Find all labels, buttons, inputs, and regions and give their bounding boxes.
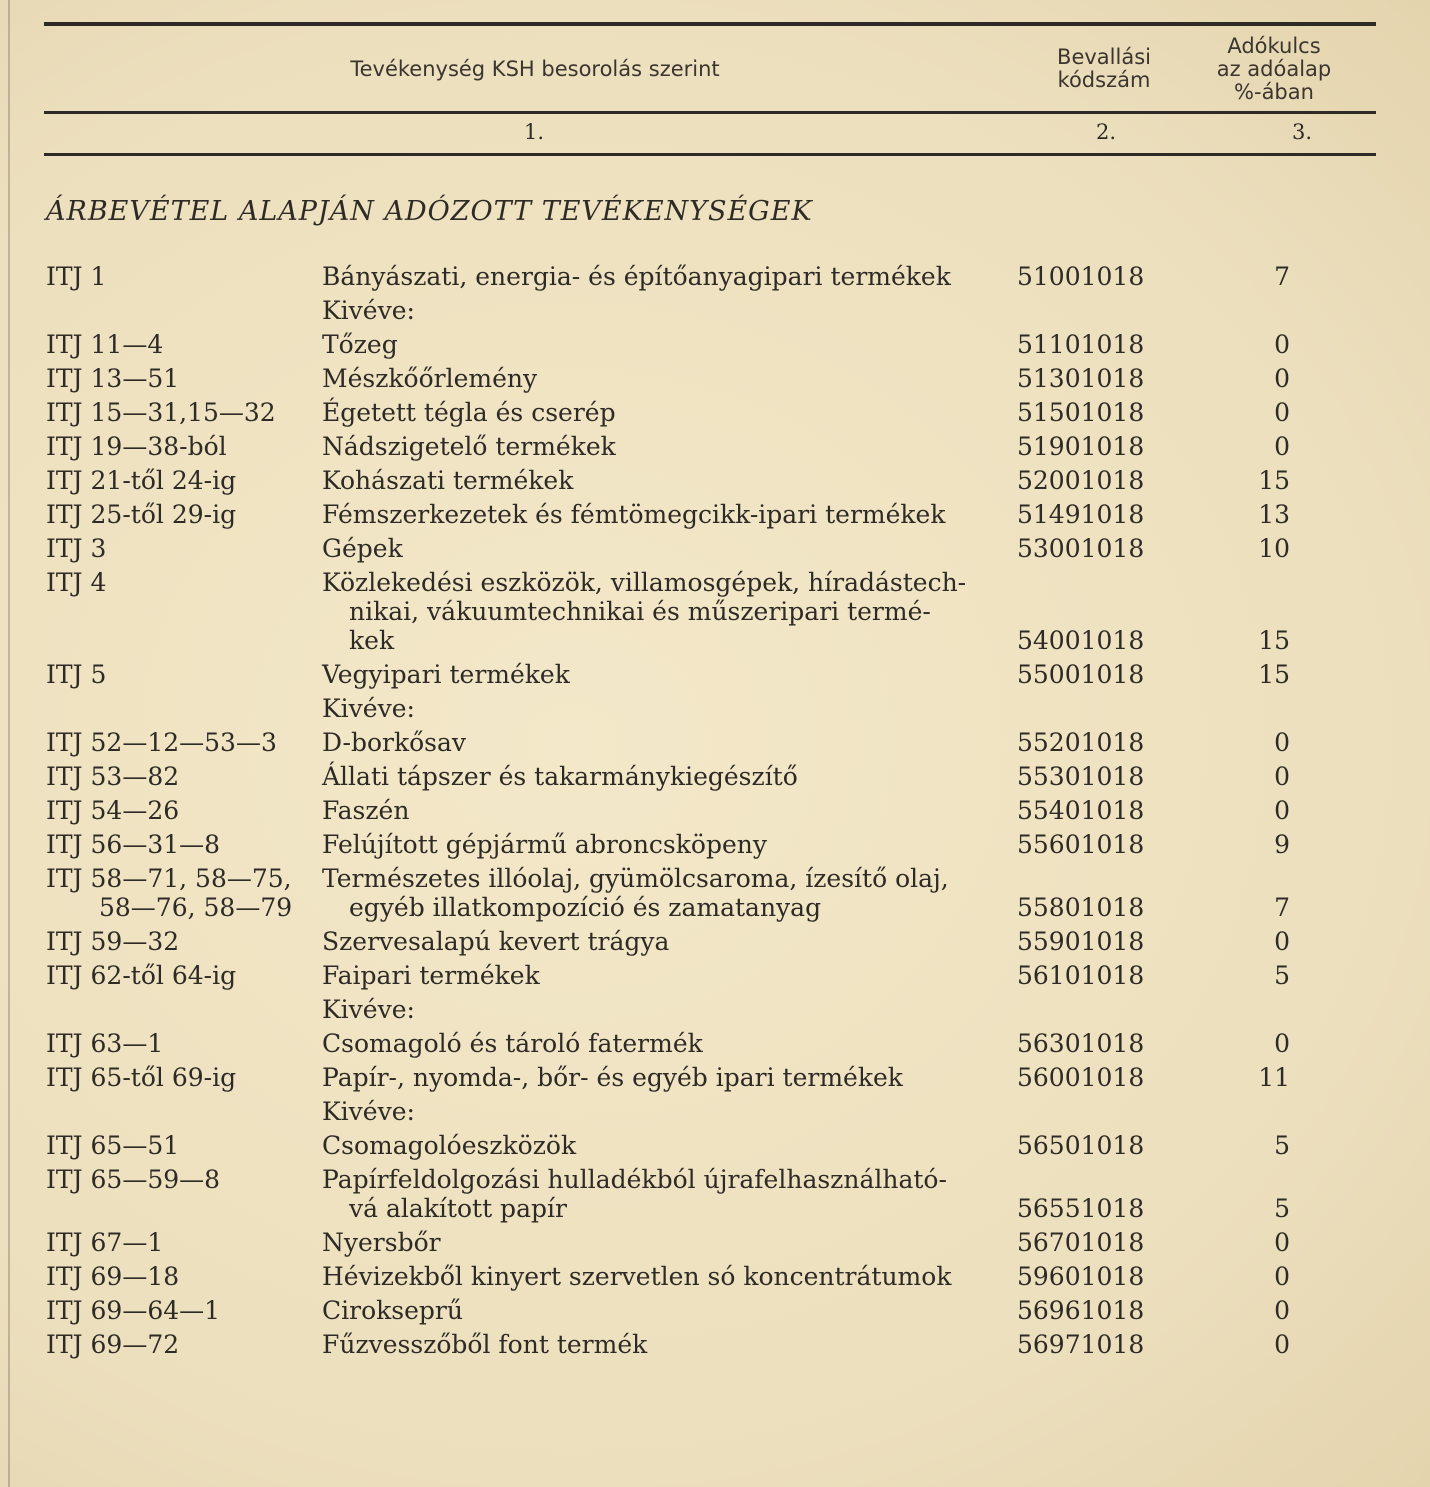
row-code-line: ITJ 69—18	[46, 1262, 180, 1291]
row-code-line: ITJ 63—1	[46, 1029, 164, 1058]
row-description	[322, 927, 982, 956]
row-tax-rate: 0	[1274, 762, 1290, 791]
row-description	[322, 262, 982, 291]
row-code-line: ITJ 52—12—53—3	[46, 728, 277, 757]
row-code-line: ITJ 65-től 69-ig	[46, 1063, 237, 1092]
row-code-line: ITJ 59—32	[46, 927, 180, 956]
header-rate-line3: %-ában	[1234, 80, 1314, 104]
row-tax-rate: 5	[1274, 1131, 1290, 1160]
row-description	[322, 1296, 982, 1325]
row-description	[322, 364, 982, 393]
row-tax-rate: 0	[1274, 398, 1290, 427]
row-return-code: 56551018	[1017, 1194, 1145, 1223]
row-code-line: ITJ 15—31,15—32	[46, 398, 276, 427]
row-description-line: Papír-, nyomda-, bőr- és egyéb ipari termékek	[322, 1063, 903, 1092]
row-tax-rate: 0	[1274, 364, 1290, 393]
row-description-line: Vegyipari termékek	[322, 660, 570, 689]
row-description	[322, 1029, 982, 1058]
row-code-line: ITJ 58—71, 58—75,	[46, 864, 292, 893]
row-description	[322, 432, 982, 461]
row-description-line: Állati tápszer és takarmánykiegészítő	[322, 762, 798, 791]
row-description-line: Közlekedési eszközök, villamosgépek, híradástech-	[322, 568, 967, 597]
row-description	[322, 1131, 982, 1160]
row-description	[322, 660, 982, 689]
row-code-line: ITJ 54—26	[46, 796, 180, 825]
row-return-code: 51101018	[1017, 330, 1145, 359]
row-code-line: ITJ 21-től 24-ig	[46, 466, 237, 495]
row-description	[322, 830, 982, 859]
row-description-line: Cirokseprű	[322, 1296, 463, 1325]
row-code-line: ITJ 25-től 29-ig	[46, 500, 237, 529]
row-code	[46, 1330, 179, 1359]
row-description-line: Égetett tégla és cserép	[322, 398, 616, 427]
row-description-line: Kohászati termékek	[322, 466, 574, 495]
row-tax-rate: 9	[1274, 830, 1290, 859]
row-tax-rate: 0	[1274, 1262, 1290, 1291]
row-description	[322, 1097, 982, 1126]
row-code	[46, 330, 163, 359]
row-code-line: ITJ 62-től 64-ig	[46, 961, 237, 990]
header-rate	[1200, 35, 1348, 104]
row-description-line: Gépek	[322, 534, 403, 563]
row-tax-rate: 5	[1274, 961, 1290, 990]
row-tax-rate: 0	[1274, 432, 1290, 461]
row-description-line: Felújított gépjármű abroncsköpeny	[322, 830, 767, 859]
row-description	[322, 1063, 982, 1092]
row-description-line: Kivéve:	[322, 995, 415, 1024]
row-description	[322, 694, 982, 723]
row-code	[46, 1228, 163, 1257]
row-return-code: 55301018	[1017, 762, 1145, 791]
row-code-line: ITJ 65—59—8	[46, 1165, 221, 1194]
row-code-line: ITJ 19—38-ból	[46, 432, 227, 461]
row-description-line: Szervesalapú kevert trágya	[322, 927, 670, 956]
header-code	[1040, 46, 1168, 92]
row-return-code: 56301018	[1017, 1029, 1145, 1058]
row-description-line: Kivéve:	[322, 296, 415, 325]
row-return-code: 51491018	[1017, 500, 1145, 529]
row-code	[46, 262, 106, 291]
row-code-line: ITJ 5	[46, 660, 107, 689]
row-code-line: ITJ 1	[46, 262, 107, 291]
row-return-code: 56961018	[1017, 1296, 1145, 1325]
row-description	[322, 534, 982, 563]
row-code	[46, 1262, 179, 1291]
row-code	[46, 466, 236, 495]
row-code	[46, 534, 106, 563]
row-code	[46, 1296, 220, 1325]
row-tax-rate: 7	[1274, 893, 1290, 922]
row-code-line: ITJ 53—82	[46, 762, 180, 791]
row-code	[46, 830, 220, 859]
column-number-rule	[44, 153, 1376, 156]
row-return-code: 56001018	[1017, 1063, 1145, 1092]
row-code	[46, 864, 292, 922]
row-code	[46, 762, 179, 791]
row-return-code: 55901018	[1017, 927, 1145, 956]
row-code-line: ITJ 13—51	[46, 364, 180, 393]
row-description	[322, 995, 982, 1024]
row-tax-rate: 0	[1274, 1029, 1290, 1058]
row-tax-rate: 15	[1258, 466, 1290, 495]
row-tax-rate: 0	[1274, 728, 1290, 757]
row-description-line: Fűzvesszőből font termék	[322, 1330, 648, 1359]
row-code	[46, 1165, 220, 1194]
row-description-line: Papírfeldolgozási hulladékból újrafelhasználható-	[322, 1165, 947, 1194]
row-tax-rate: 0	[1274, 1330, 1290, 1359]
row-return-code: 51301018	[1017, 364, 1145, 393]
row-description	[322, 961, 982, 990]
row-tax-rate: 13	[1258, 500, 1290, 529]
row-tax-rate: 0	[1274, 796, 1290, 825]
row-return-code: 56501018	[1017, 1131, 1145, 1160]
row-code	[46, 796, 179, 825]
row-description	[322, 796, 982, 825]
header-rate-line1: Adókulcs	[1227, 34, 1321, 58]
row-description-line: D-borkősav	[322, 728, 467, 757]
row-code	[46, 1131, 179, 1160]
row-return-code: 55001018	[1017, 660, 1145, 689]
row-code	[46, 398, 276, 427]
row-code-line: ITJ 69—64—1	[46, 1296, 221, 1325]
row-description	[322, 330, 982, 359]
row-code-line: ITJ 11—4	[46, 330, 164, 359]
row-tax-rate: 15	[1258, 660, 1290, 689]
row-description-line: Természetes illóolaj, gyümölcsaroma, ízesítő olaj,	[322, 864, 949, 893]
row-description	[322, 1262, 982, 1291]
header-code-line2: kódszám	[1057, 68, 1151, 92]
row-description-line: Faszén	[322, 796, 410, 825]
row-return-code: 51001018	[1017, 262, 1145, 291]
section-title: ÁRBEVÉTEL ALAPJÁN ADÓZOTT TEVÉKENYSÉGEK	[46, 196, 813, 227]
row-description-line: Csomagolóeszközök	[322, 1131, 577, 1160]
column-number-1: 1.	[524, 120, 545, 144]
row-tax-rate: 15	[1258, 626, 1290, 655]
row-tax-rate: 5	[1274, 1194, 1290, 1223]
row-code	[46, 1063, 236, 1092]
row-code	[46, 961, 236, 990]
row-return-code: 59601018	[1017, 1262, 1145, 1291]
header-rule	[44, 111, 1376, 114]
row-return-code: 55401018	[1017, 796, 1145, 825]
row-description	[322, 864, 982, 922]
header-activity: Tevékenység KSH besorolás szerint	[350, 57, 720, 81]
row-return-code: 56701018	[1017, 1228, 1145, 1257]
row-return-code: 51501018	[1017, 398, 1145, 427]
row-description	[322, 728, 982, 757]
page-edge	[8, 0, 10, 1487]
row-description-line: Faipari termékek	[322, 961, 540, 990]
row-description	[322, 1330, 982, 1359]
row-tax-rate: 0	[1274, 330, 1290, 359]
row-code-line: 58—76, 58—79	[99, 893, 293, 922]
row-description	[322, 500, 982, 529]
row-tax-rate: 0	[1274, 1228, 1290, 1257]
row-code-line: ITJ 56—31—8	[46, 830, 221, 859]
header-code-line1: Bevallási	[1057, 45, 1151, 69]
row-code	[46, 660, 106, 689]
row-code-line: ITJ 65—51	[46, 1131, 180, 1160]
row-description-line: Nyersbőr	[322, 1228, 441, 1257]
column-number-2: 2.	[1096, 120, 1117, 144]
row-description-line: egyéb illatkompozíció és zamatanyag	[349, 893, 822, 922]
row-return-code: 51901018	[1017, 432, 1145, 461]
row-return-code: 55601018	[1017, 830, 1145, 859]
row-code	[46, 927, 179, 956]
row-description	[322, 296, 982, 325]
row-description	[322, 398, 982, 427]
top-rule	[44, 22, 1376, 26]
row-tax-rate: 11	[1258, 1063, 1290, 1092]
row-return-code: 53001018	[1017, 534, 1145, 563]
row-description-line: kek	[349, 626, 395, 655]
row-tax-rate: 10	[1258, 534, 1290, 563]
row-return-code: 54001018	[1017, 626, 1145, 655]
row-description	[322, 762, 982, 791]
row-description-line: Nádszigetelő termékek	[322, 432, 616, 461]
row-code	[46, 364, 179, 393]
row-code	[46, 500, 236, 529]
row-description	[322, 568, 982, 655]
row-code	[46, 1029, 163, 1058]
row-description-line: Bányászati, energia- és építőanyagipari termékek	[322, 262, 951, 291]
row-description-line: Kivéve:	[322, 694, 415, 723]
row-return-code: 56101018	[1017, 961, 1145, 990]
row-description-line: nikai, vákuumtechnikai és műszeripari termé-	[349, 597, 931, 626]
row-code-line: ITJ 3	[46, 534, 107, 563]
row-return-code: 56971018	[1017, 1330, 1145, 1359]
row-description-line: Fémszerkezetek és fémtömegcikk-ipari termékek	[322, 500, 946, 529]
header-rate-line2: az adóalap	[1216, 57, 1332, 81]
row-return-code: 55201018	[1017, 728, 1145, 757]
row-description	[322, 466, 982, 495]
row-code-line: ITJ 4	[46, 568, 107, 597]
row-description	[322, 1228, 982, 1257]
row-code	[46, 432, 227, 461]
row-description	[322, 1165, 982, 1223]
row-description-line: Tőzeg	[322, 330, 398, 359]
row-tax-rate: 0	[1274, 1296, 1290, 1325]
row-code	[46, 568, 106, 597]
row-tax-rate: 7	[1274, 262, 1290, 291]
row-code-line: ITJ 69—72	[46, 1330, 180, 1359]
row-tax-rate: 0	[1274, 927, 1290, 956]
column-number-3: 3.	[1292, 120, 1313, 144]
row-code	[46, 728, 277, 757]
row-description-line: Kivéve:	[322, 1097, 415, 1126]
row-return-code: 55801018	[1017, 893, 1145, 922]
row-description-line: Csomagoló és tároló fatermék	[322, 1029, 703, 1058]
row-return-code: 52001018	[1017, 466, 1145, 495]
row-description-line: vá alakított papír	[349, 1194, 567, 1223]
row-description-line: Hévizekből kinyert szervetlen só koncentrátumok	[322, 1262, 952, 1291]
row-code-line: ITJ 67—1	[46, 1228, 164, 1257]
row-description-line: Mészkőőrlemény	[322, 364, 538, 393]
